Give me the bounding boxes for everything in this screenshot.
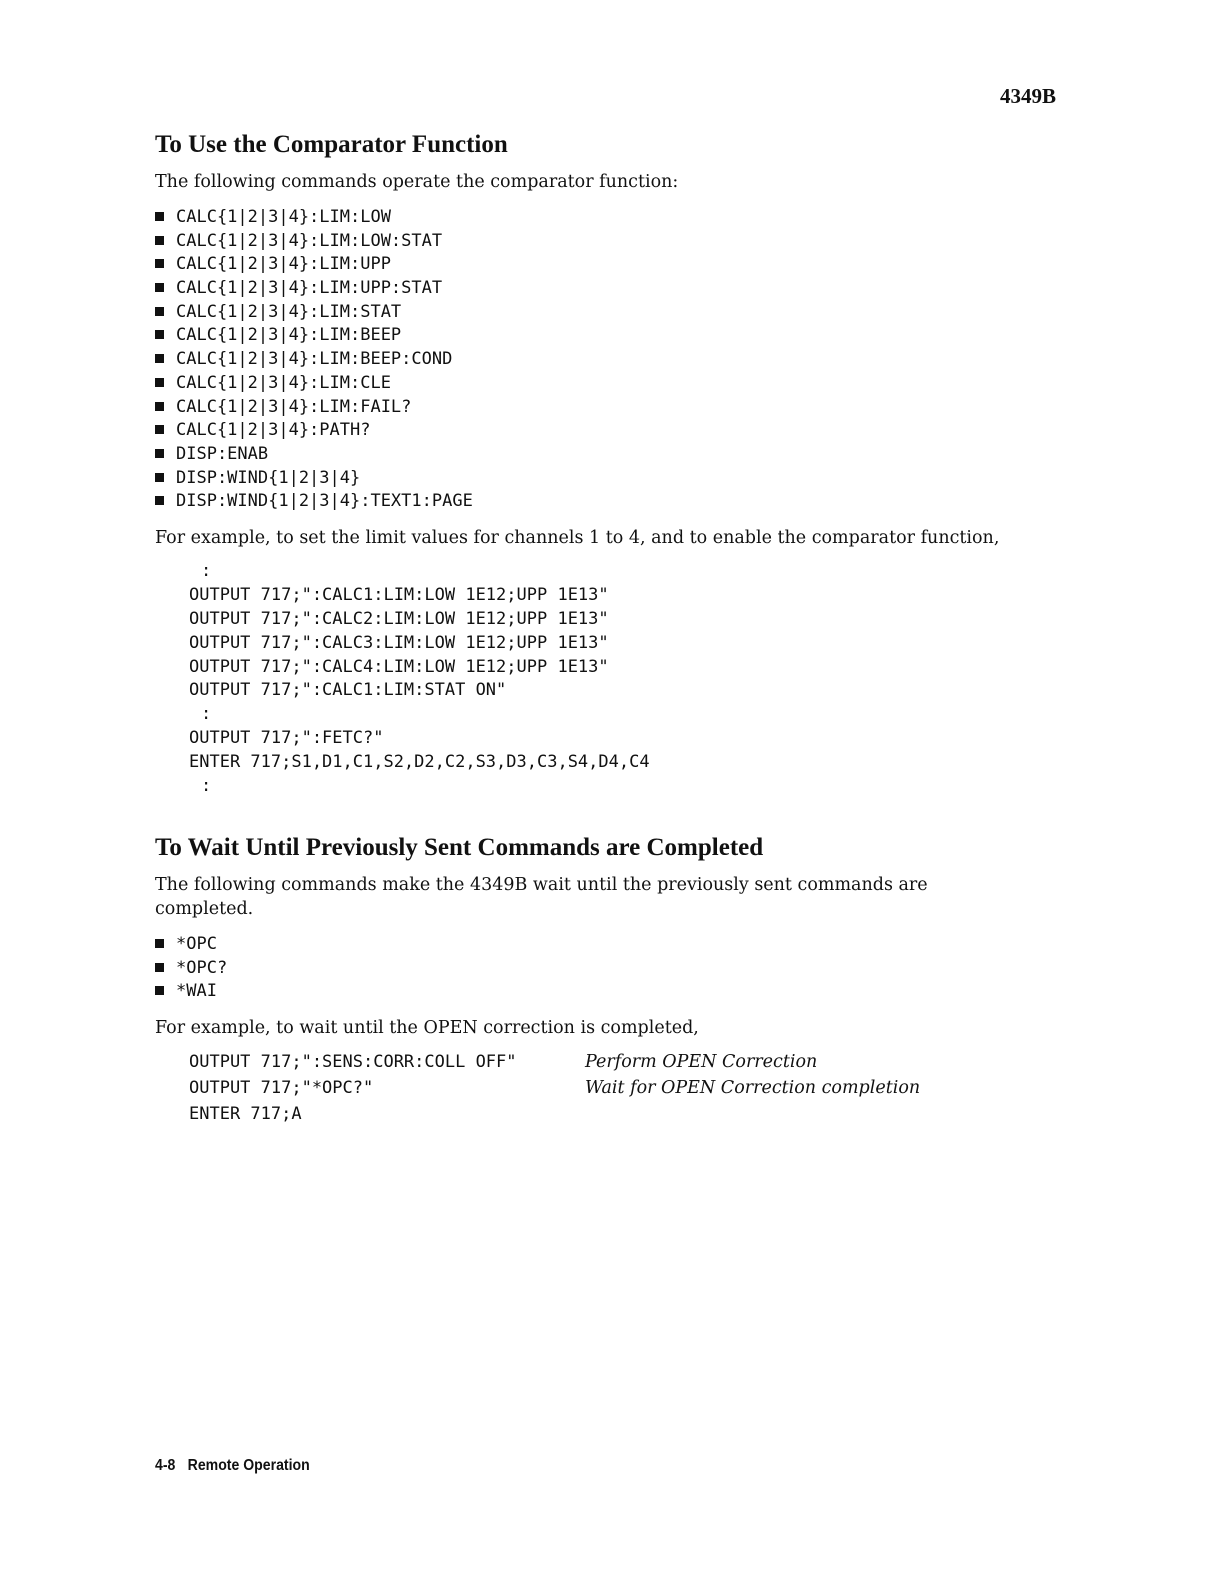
bullet-icon [155,283,164,292]
code-line: OUTPUT 717;":CALC1:LIM:STAT ON" [189,680,507,701]
list-item: *OPC [155,933,227,957]
bullet-icon [155,378,164,387]
wait-command-list [155,933,227,1004]
code-line: ENTER 717;A [189,1104,302,1124]
code-line: ENTER 717;S1,D1,C1,S2,D2,C2,S3,D3,C3,S4,D4,C4 [189,752,650,773]
section-title-wait: To Wait Until Previously Sent Commands are Completed [155,834,764,861]
code-line: : [201,776,212,797]
code-block-comparator [189,560,650,799]
list-item: CALC{1|2|3|4}:LIM:LOW:STAT [155,230,473,254]
list-item: CALC{1|2|3|4}:LIM:LOW [155,206,473,230]
bullet-icon [155,354,164,363]
bullet-icon [155,425,164,434]
list-item: CALC{1|2|3|4}:LIM:FAIL? [155,396,473,420]
section-intro-wait: The following commands make the 4349B wait until the previously sent commands are completed. [155,875,928,919]
code-comment: Perform OPEN Correction [585,1052,818,1072]
bullet-icon [155,449,164,458]
chapter-title: Remote Operation [187,1457,310,1474]
list-item: DISP:WIND{1|2|3|4}:TEXT1:PAGE [155,490,473,514]
bullet-icon [155,986,164,995]
code-line: OUTPUT 717;":CALC1:LIM:LOW 1E12;UPP 1E13" [189,584,609,605]
bullet-icon [155,236,164,245]
list-item: CALC{1|2|3|4}:LIM:STAT [155,301,473,325]
example-text-wait: For example, to wait until the OPEN correction is completed, [155,1018,699,1038]
bullet-icon [155,402,164,411]
comparator-command-list [155,206,473,514]
code-line: OUTPUT 717;":FETC?" [189,728,384,749]
list-item: *OPC? [155,957,227,981]
code-comment: Wait for OPEN Correction completion [585,1078,921,1098]
example-text-comparator: For example, to set the limit values for channels 1 to 4, and to enable the comparator function, [155,528,1000,548]
list-item: DISP:WIND{1|2|3|4} [155,467,473,491]
list-item: CALC{1|2|3|4}:PATH? [155,419,473,443]
list-item: DISP:ENAB [155,443,473,467]
code-line: OUTPUT 717;":SENS:CORR:COLL OFF" Perform OPEN Correction [189,1052,818,1072]
page-footer [155,1457,310,1475]
bullet-icon [155,939,164,948]
code-line: OUTPUT 717;":CALC2:LIM:LOW 1E12;UPP 1E13" [189,608,609,629]
bullet-icon [155,473,164,482]
bullet-icon [155,963,164,972]
code-line: OUTPUT 717;":CALC3:LIM:LOW 1E12;UPP 1E13" [189,632,609,653]
code-block-wait [189,1049,920,1127]
list-item: CALC{1|2|3|4}:LIM:CLE [155,372,473,396]
bullet-icon [155,307,164,316]
code-line: : [201,561,212,581]
bullet-icon [155,496,164,505]
bullet-icon [155,212,164,221]
list-item: *WAI [155,980,227,1004]
section-title-comparator: To Use the Comparator Function [155,131,508,158]
bullet-icon [155,330,164,339]
list-item: CALC{1|2|3|4}:LIM:UPP:STAT [155,277,473,301]
bullet-icon [155,259,164,268]
code-line: OUTPUT 717;":CALC4:LIM:LOW 1E12;UPP 1E13" [189,656,609,677]
list-item: CALC{1|2|3|4}:LIM:BEEP:COND [155,348,473,372]
list-item: CALC{1|2|3|4}:LIM:BEEP [155,324,473,348]
code-line: OUTPUT 717;"*OPC?" Wait for OPEN Correction completion [189,1078,921,1098]
model-number: 4349B [999,84,1056,108]
code-line: : [201,704,212,725]
section-intro-comparator: The following commands operate the comparator function: [155,172,679,192]
page-number: 4-8 [155,1457,176,1474]
list-item: CALC{1|2|3|4}:LIM:UPP [155,253,473,277]
